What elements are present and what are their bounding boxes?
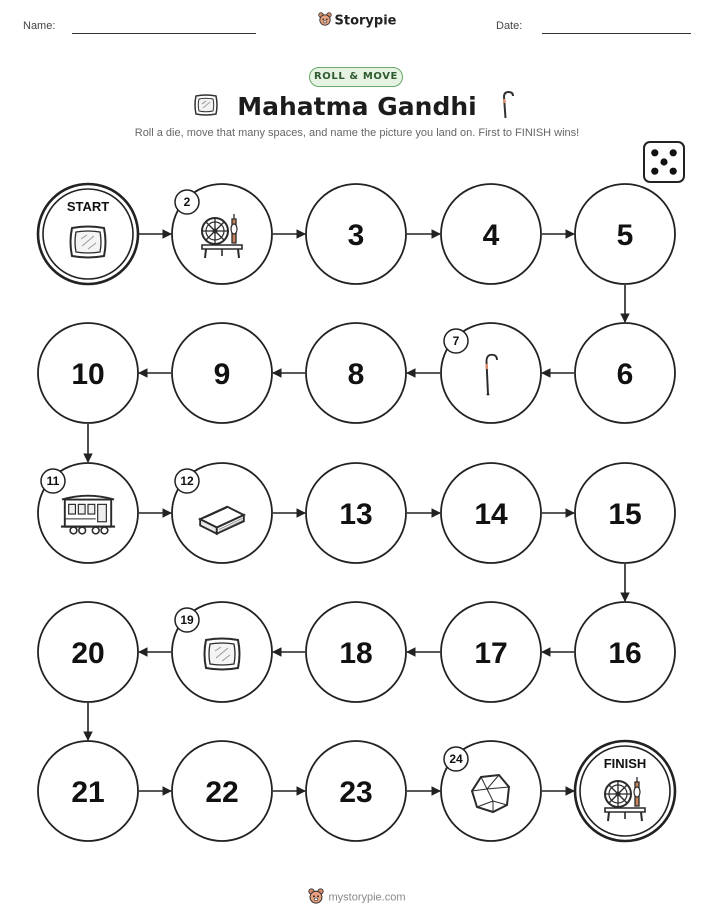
- die-pip: [670, 149, 677, 156]
- space-number: 4: [482, 219, 500, 252]
- space-14: [441, 463, 541, 563]
- space-number: 17: [474, 637, 508, 670]
- space-11: [38, 463, 138, 563]
- space-2: [172, 184, 272, 284]
- finish-space: [575, 741, 675, 841]
- salt-crystal-icon: [472, 775, 509, 812]
- space-4: [441, 184, 541, 284]
- space-number: 24: [449, 752, 463, 766]
- space-12: [172, 463, 272, 563]
- space-10: [38, 323, 138, 423]
- space-21: [38, 741, 138, 841]
- space-5: [575, 184, 675, 284]
- date-label: Date:: [496, 20, 523, 32]
- space-3: [306, 184, 406, 284]
- space-18: [306, 602, 406, 702]
- space-22: [172, 741, 272, 841]
- space-number: 16: [608, 637, 642, 670]
- space-number: 6: [616, 358, 634, 391]
- footer: [0, 888, 714, 907]
- space-number: 5: [616, 219, 634, 252]
- activity-badge: ROLL & MOVE: [309, 67, 403, 87]
- start-space: [38, 184, 138, 284]
- space-7: [441, 323, 541, 423]
- die-pip: [670, 168, 677, 175]
- space-16: [575, 602, 675, 702]
- space-20: [38, 602, 138, 702]
- space-number: 10: [71, 358, 105, 391]
- space-13: [306, 463, 406, 563]
- cloth-icon: [71, 227, 106, 258]
- space-number: 2: [183, 195, 191, 209]
- space-number: 23: [339, 776, 373, 809]
- space-number: 7: [452, 334, 460, 348]
- space-6: [575, 323, 675, 423]
- die-pip: [660, 158, 667, 165]
- brand-name: Storypie: [334, 13, 397, 29]
- space-19: [172, 602, 272, 702]
- footer-url: mystorypie.com: [328, 891, 406, 904]
- die-pip: [651, 149, 658, 156]
- space-15: [575, 463, 675, 563]
- space-number: 18: [339, 637, 373, 670]
- space-number: 9: [213, 358, 231, 391]
- space-8: [306, 323, 406, 423]
- instructions: Roll a die, move that many spaces, and name the picture you land on. First to FINISH wins!: [134, 127, 580, 139]
- space-17: [441, 602, 541, 702]
- space-number: 22: [205, 776, 239, 809]
- name-label: Name:: [23, 20, 56, 32]
- space-label: FINISH: [603, 756, 647, 771]
- space-number: 21: [71, 776, 105, 809]
- space-23: [306, 741, 406, 841]
- space-number: 20: [71, 637, 105, 670]
- footer-bear-icon: [308, 888, 324, 907]
- space-label: START: [66, 199, 110, 214]
- space-number: 19: [180, 613, 194, 627]
- space-24: [441, 741, 541, 841]
- space-number: 15: [608, 498, 642, 531]
- space-number: 3: [347, 219, 365, 252]
- space-9: [172, 323, 272, 423]
- die-icon: [644, 142, 684, 182]
- space-number: 8: [347, 358, 365, 391]
- space-number: 13: [339, 498, 373, 531]
- space-number: 14: [474, 498, 508, 531]
- cloth-icon: [205, 639, 240, 670]
- space-number: 11: [46, 474, 60, 488]
- die-pip: [651, 168, 658, 175]
- space-number: 12: [180, 474, 194, 488]
- title-text: Mahatma Gandhi: [237, 92, 477, 121]
